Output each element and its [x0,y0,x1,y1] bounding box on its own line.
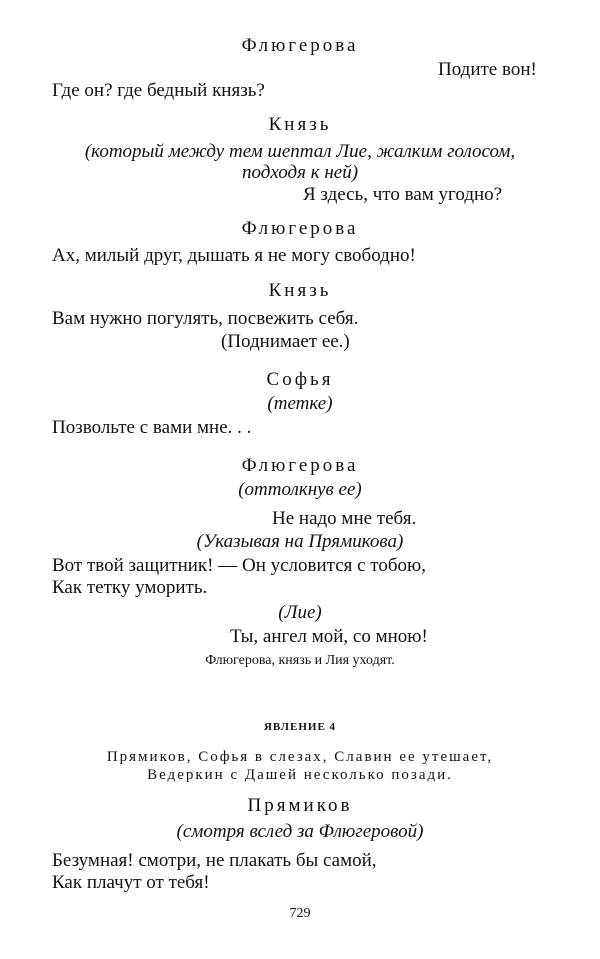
speaker-name: Софья [266,369,334,390]
speaker-name: Флюгерова [241,455,359,476]
stage-direction: Флюгерова, князь и Лия уходят. [205,653,395,668]
dialogue-line: Как тетку уморить. [52,577,208,598]
dialogue-line: Я здесь, что вам угодно? [303,184,503,205]
stage-direction: (Поднимает ее.) [221,331,350,352]
dialogue-line: Вот твой защитник! — Он условится с тобою, [52,555,426,576]
stage-direction: (Указывая на Прямикова) [196,531,404,552]
scene-heading: ЯВЛЕНИЕ 4 [263,721,337,733]
cast-list: Прямиков, Софья в слезах, Славин ее утешает, [106,749,494,765]
speaker-name: Флюгерова [241,218,359,239]
stage-direction: подходя к ней) [241,162,359,183]
dialogue-line: Как плачут от тебя! [52,872,210,893]
stage-direction: (тетке) [267,393,333,414]
speaker-name: Князь [268,114,332,135]
stage-direction: (смотря вслед за Флюгеровой) [176,821,424,842]
speaker-name: Прямиков [247,795,353,816]
dialogue-line: Безумная! смотри, не плакать бы самой, [52,850,377,871]
dialogue-line: Позвольте с вами мне. . . [52,417,252,438]
stage-direction: (который между тем шептал Лие, жалким голосом, [84,141,516,162]
dialogue-line: Не надо мне тебя. [272,508,417,529]
cast-list: Ведеркин с Дашей несколько позади. [147,767,453,783]
speaker-name: Князь [268,280,332,301]
speaker-name: Флюгерова [241,35,359,56]
page-number: 729 [289,906,311,921]
dialogue-line: Ты, ангел мой, со мною! [230,626,428,647]
stage-direction: (Лие) [278,602,322,623]
dialogue-line: Ах, милый друг, дышать я не могу свободно! [52,245,416,266]
dialogue-line: Подите вон! [438,59,537,80]
dialogue-line: Где он? где бедный князь? [52,80,265,101]
dialogue-line: Вам нужно погулять, посвежить себя. [52,308,359,329]
stage-direction: (оттолкнув ее) [238,479,362,500]
